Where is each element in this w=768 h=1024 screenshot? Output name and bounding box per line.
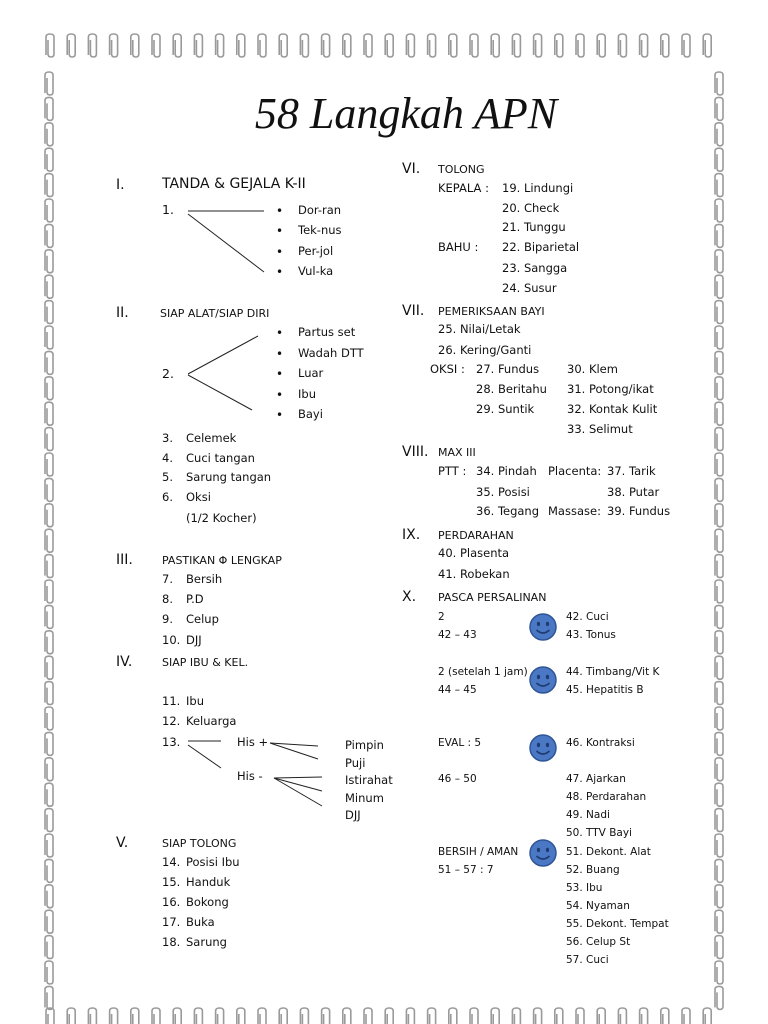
his-target: Istirahat bbox=[345, 773, 393, 787]
paperclip-icon bbox=[715, 885, 723, 908]
paperclip-icon bbox=[715, 809, 723, 832]
paperclip-icon bbox=[258, 1008, 266, 1024]
roman-numeral: IV. bbox=[116, 654, 133, 670]
paperclip-icon bbox=[428, 34, 436, 57]
step-number: 13. bbox=[162, 735, 181, 749]
step-item: 34. Pindah bbox=[476, 464, 537, 478]
bullet-item: • Tek-nus bbox=[298, 225, 342, 237]
step-label: Buka bbox=[186, 915, 215, 929]
step-item: 46. Kontraksi bbox=[566, 737, 635, 749]
paperclip-icon bbox=[322, 34, 330, 57]
step-item: 52. Buang bbox=[566, 864, 620, 876]
paperclip-icon bbox=[715, 936, 723, 959]
step-label: Keluarga bbox=[186, 714, 237, 728]
paperclip-icon bbox=[715, 605, 723, 628]
step-number: 3. bbox=[162, 431, 173, 445]
roman-numeral: III. bbox=[116, 552, 133, 568]
step-item: 55. Dekont. Tempat bbox=[566, 918, 669, 930]
step-item: 49. Nadi bbox=[566, 809, 610, 821]
paperclip-icon bbox=[364, 34, 372, 57]
section-heading: TANDA & GEJALA K-II bbox=[162, 176, 306, 192]
section-heading: TOLONG bbox=[438, 163, 485, 176]
his-target: Puji bbox=[345, 756, 366, 770]
bullet-item: • Dor-ran bbox=[298, 205, 341, 217]
paperclip-icon bbox=[715, 402, 723, 425]
paperclip-icon bbox=[715, 707, 723, 730]
paperclip-icon bbox=[428, 1008, 436, 1024]
step-item: 41. Robekan bbox=[438, 567, 510, 581]
roman-numeral: IX. bbox=[402, 527, 421, 543]
group-label: KEPALA : bbox=[438, 181, 489, 195]
roman-numeral: V. bbox=[116, 835, 129, 851]
paperclip-icon bbox=[715, 428, 723, 451]
step-item: 50. TTV Bayi bbox=[566, 827, 632, 839]
step-item: 44. Timbang/Vit K bbox=[566, 666, 660, 678]
step-label: P.D bbox=[186, 592, 204, 606]
paperclip-icon bbox=[715, 148, 723, 171]
paperclip-icon bbox=[237, 34, 245, 57]
step-item: 56. Celup St bbox=[566, 936, 631, 948]
paperclip-icon bbox=[45, 504, 53, 527]
paperclip-icon bbox=[715, 910, 723, 933]
bullet-item: • Per-jol bbox=[298, 246, 333, 258]
step-item: 54. Nyaman bbox=[566, 900, 630, 912]
paperclip-icon bbox=[406, 1008, 414, 1024]
group-label: Massase: bbox=[548, 504, 601, 518]
step-item: 53. Ibu bbox=[566, 882, 603, 894]
paperclip-icon bbox=[216, 34, 224, 57]
step-number: 9. bbox=[162, 612, 173, 626]
step-item: 33. Selimut bbox=[567, 422, 633, 436]
paperclip-icon bbox=[45, 326, 53, 349]
section-heading: PEMERIKSAAN BAYI bbox=[438, 305, 545, 318]
step-item: 32. Kontak Kulit bbox=[567, 402, 658, 416]
step-label: Celup bbox=[186, 612, 219, 626]
step-label: Ibu bbox=[186, 694, 204, 708]
step-number: 2. bbox=[162, 366, 174, 381]
section-heading: PERDARAHAN bbox=[438, 529, 514, 542]
his-target: Minum bbox=[345, 791, 384, 805]
page-title: 58 Langkah APN bbox=[254, 89, 558, 138]
step-item: 40. Plasenta bbox=[438, 546, 510, 560]
paperclip-icon bbox=[715, 834, 723, 857]
section-heading: PASCA PERSALINAN bbox=[438, 591, 547, 604]
paperclip-icon bbox=[470, 34, 478, 57]
paperclip-icon bbox=[715, 275, 723, 298]
roman-numeral: I. bbox=[116, 177, 125, 193]
paperclip-icon bbox=[45, 631, 53, 654]
paperclip-icon bbox=[173, 34, 181, 57]
paperclip-icon bbox=[715, 326, 723, 349]
paperclip-icon bbox=[512, 34, 520, 57]
paperclip-icon bbox=[45, 809, 53, 832]
paperclip-icon bbox=[715, 758, 723, 781]
paperclip-icon bbox=[618, 34, 626, 57]
paperclip-icon bbox=[715, 351, 723, 374]
paperclip-icon bbox=[715, 478, 723, 501]
section-heading: SIAP TOLONG bbox=[162, 837, 237, 850]
paperclip-icon bbox=[45, 351, 53, 374]
paperclip-icon bbox=[385, 34, 393, 57]
paperclip-icon bbox=[715, 199, 723, 222]
step-item: 31. Potong/ikat bbox=[567, 382, 654, 396]
group-left: 2 (setelah 1 jam) bbox=[438, 666, 528, 678]
paperclip-icon bbox=[67, 34, 75, 57]
step-number: 11. bbox=[162, 694, 181, 708]
paperclip-icon bbox=[322, 1008, 330, 1024]
paperclip-icon bbox=[45, 402, 53, 425]
step-number: 16. bbox=[162, 895, 181, 909]
group-left: 46 – 50 bbox=[438, 773, 477, 785]
bullet-item: • Wadah DTT bbox=[298, 348, 364, 360]
step-number: 18. bbox=[162, 935, 181, 949]
paperclip-icon bbox=[618, 1008, 626, 1024]
paperclip-icon bbox=[237, 1008, 245, 1024]
group-left: 44 – 45 bbox=[438, 684, 477, 696]
bullet-item: • Partus set bbox=[298, 327, 355, 339]
step-label: Sarung tangan bbox=[186, 470, 272, 484]
paperclip-icon bbox=[715, 682, 723, 705]
step-item: 35. Posisi bbox=[476, 485, 530, 499]
paperclip-icon bbox=[45, 555, 53, 578]
paperclip-icon bbox=[45, 275, 53, 298]
paperclip-icon bbox=[715, 555, 723, 578]
paperclip-icon bbox=[597, 34, 605, 57]
step-note: (1/2 Kocher) bbox=[186, 511, 257, 525]
paperclip-icon bbox=[216, 1008, 224, 1024]
paperclip-icon bbox=[45, 758, 53, 781]
paperclip-icon bbox=[45, 605, 53, 628]
paperclip-icon bbox=[45, 580, 53, 603]
roman-numeral: VIII. bbox=[402, 444, 429, 460]
paperclip-icon bbox=[131, 1008, 139, 1024]
step-item: 36. Tegang bbox=[476, 504, 540, 518]
paperclip-icon bbox=[661, 1008, 669, 1024]
paperclip-icon bbox=[682, 34, 690, 57]
paperclip-icon bbox=[715, 631, 723, 654]
paperclip-icon bbox=[491, 34, 499, 57]
paperclip-icon bbox=[194, 34, 202, 57]
paperclip-icon bbox=[715, 301, 723, 324]
paperclip-icon bbox=[45, 656, 53, 679]
paperclip-icon bbox=[88, 1008, 96, 1024]
step-item: 27. Fundus bbox=[476, 362, 540, 376]
paperclip-icon bbox=[364, 1008, 372, 1024]
step-number: 5. bbox=[162, 470, 173, 484]
paperclip-icon bbox=[45, 936, 53, 959]
group-left: 2 bbox=[438, 611, 445, 623]
paperclip-icon bbox=[715, 859, 723, 882]
step-item: 20. Check bbox=[502, 201, 560, 215]
step-item: 48. Perdarahan bbox=[566, 791, 647, 803]
step-item: 47. Ajarkan bbox=[566, 773, 626, 785]
paperclip-icon bbox=[45, 224, 53, 247]
paperclip-icon bbox=[555, 1008, 563, 1024]
his-minus-label: His - bbox=[237, 769, 263, 783]
section-heading: PASTIKAN Φ LENGKAP bbox=[162, 554, 282, 567]
paperclip-icon bbox=[45, 428, 53, 451]
step-number: 8. bbox=[162, 592, 173, 606]
paperclip-icon bbox=[110, 1008, 118, 1024]
paperclip-icon bbox=[46, 34, 54, 57]
section-heading: SIAP IBU & KEL. bbox=[162, 656, 249, 669]
step-label: Posisi Ibu bbox=[186, 855, 240, 869]
paperclip-icon bbox=[715, 986, 723, 1009]
paperclip-icon bbox=[555, 34, 563, 57]
paperclip-icon bbox=[385, 1008, 393, 1024]
paperclip-icon bbox=[45, 834, 53, 857]
paperclip-icon bbox=[715, 656, 723, 679]
paperclip-icon bbox=[279, 1008, 287, 1024]
paperclip-icon bbox=[45, 732, 53, 755]
paperclip-icon bbox=[194, 1008, 202, 1024]
paperclip-icon bbox=[152, 34, 160, 57]
paperclip-icon bbox=[45, 961, 53, 984]
paperclip-icon bbox=[152, 1008, 160, 1024]
paperclip-icon bbox=[470, 1008, 478, 1024]
paperclip-icon bbox=[576, 1008, 584, 1024]
step-label: Oksi bbox=[186, 490, 211, 504]
step-label: Celemek bbox=[186, 431, 237, 445]
paperclip-icon bbox=[597, 1008, 605, 1024]
step-label: Cuci tangan bbox=[186, 451, 255, 465]
paperclip-icon bbox=[534, 34, 542, 57]
paperclip-icon bbox=[45, 783, 53, 806]
paperclip-icon bbox=[45, 148, 53, 171]
paperclip-icon bbox=[703, 34, 711, 57]
step-item: 30. Klem bbox=[567, 362, 618, 376]
step-item: 19. Lindungi bbox=[502, 181, 574, 195]
group-label: BAHU : bbox=[438, 240, 479, 254]
group-left: BERSIH / AMAN bbox=[438, 846, 519, 858]
paperclip-icon bbox=[300, 34, 308, 57]
step-number: 17. bbox=[162, 915, 181, 929]
bullet-item: • Bayi bbox=[298, 409, 323, 421]
roman-numeral: VII. bbox=[402, 303, 425, 319]
paperclip-icon bbox=[715, 529, 723, 552]
paperclip-icon bbox=[45, 859, 53, 882]
group-label: Placenta: bbox=[548, 464, 602, 478]
paperclip-icon bbox=[576, 34, 584, 57]
bullet-item: • Luar bbox=[298, 368, 323, 380]
his-target: DJJ bbox=[345, 808, 361, 822]
paperclip-icon bbox=[45, 986, 53, 1009]
step-number: 4. bbox=[162, 451, 173, 465]
paperclip-icon bbox=[715, 224, 723, 247]
step-item: 51. Dekont. Alat bbox=[566, 846, 651, 858]
step-label: DJJ bbox=[186, 633, 202, 647]
bullet-item: • Vul-ka bbox=[298, 266, 333, 278]
paperclip-icon bbox=[88, 34, 96, 57]
paperclip-icon bbox=[715, 580, 723, 603]
step-number: 14. bbox=[162, 855, 181, 869]
step-item: 42. Cuci bbox=[566, 611, 609, 623]
paperclip-icon bbox=[703, 1008, 711, 1024]
paperclip-icon bbox=[715, 250, 723, 273]
step-number: 10. bbox=[162, 633, 181, 647]
paperclip-icon bbox=[279, 34, 287, 57]
group-label: PTT : bbox=[438, 464, 467, 478]
step-item: 38. Putar bbox=[607, 485, 660, 499]
paperclip-icon bbox=[715, 174, 723, 197]
step-number: 6. bbox=[162, 490, 173, 504]
group-left: EVAL : 5 bbox=[438, 737, 482, 749]
section-heading: SIAP ALAT/SIAP DIRI bbox=[160, 307, 270, 320]
paperclip-icon bbox=[45, 910, 53, 933]
paperclip-icon bbox=[661, 34, 669, 57]
paperclip-icon bbox=[45, 453, 53, 476]
paperclip-icon bbox=[45, 301, 53, 324]
step-item: 24. Susur bbox=[502, 281, 557, 295]
step-item: 22. Biparietal bbox=[502, 240, 580, 254]
his-plus-label: His + bbox=[237, 735, 269, 749]
paperclip-icon bbox=[715, 732, 723, 755]
section-heading: MAX III bbox=[438, 446, 476, 459]
step-item: 25. Nilai/Letak bbox=[438, 322, 521, 336]
paperclip-icon bbox=[45, 377, 53, 400]
step-item: 37. Tarik bbox=[607, 464, 656, 478]
paperclip-icon bbox=[45, 682, 53, 705]
step-label: Sarung bbox=[186, 935, 227, 949]
paperclip-icon bbox=[45, 707, 53, 730]
paperclip-icon bbox=[640, 34, 648, 57]
step-label: Bokong bbox=[186, 895, 229, 909]
group-label: OKSI : bbox=[430, 362, 465, 376]
paperclip-icon bbox=[491, 1008, 499, 1024]
step-item: 39. Fundus bbox=[607, 504, 671, 518]
step-item: 28. Beritahu bbox=[476, 382, 547, 396]
step-label: Handuk bbox=[186, 875, 231, 889]
step-number: 15. bbox=[162, 875, 181, 889]
bullet-item: • Ibu bbox=[298, 389, 316, 401]
step-item: 23. Sangga bbox=[502, 261, 568, 275]
paperclip-icon bbox=[45, 478, 53, 501]
paperclip-icon bbox=[449, 34, 457, 57]
paperclip-icon bbox=[715, 504, 723, 527]
his-target: Pimpin bbox=[345, 738, 384, 752]
group-left: 51 – 57 : 7 bbox=[438, 864, 494, 876]
step-number: 12. bbox=[162, 714, 181, 728]
paperclip-icon bbox=[343, 34, 351, 57]
paperclip-icon bbox=[343, 1008, 351, 1024]
step-label: Bersih bbox=[186, 572, 223, 586]
paperclip-icon bbox=[131, 34, 139, 57]
paperclip-icon bbox=[300, 1008, 308, 1024]
paperclip-icon bbox=[406, 34, 414, 57]
paperclip-icon bbox=[715, 783, 723, 806]
paperclip-icon bbox=[715, 453, 723, 476]
paperclip-icon bbox=[449, 1008, 457, 1024]
paperclip-icon bbox=[173, 1008, 181, 1024]
paperclip-icon bbox=[110, 34, 118, 57]
paperclip-icon bbox=[67, 1008, 75, 1024]
paperclip-icon bbox=[512, 1008, 520, 1024]
paperclip-icon bbox=[46, 1008, 54, 1024]
step-item: 26. Kering/Ganti bbox=[438, 343, 532, 357]
paperclip-icon bbox=[45, 174, 53, 197]
paperclip-icon bbox=[715, 377, 723, 400]
paperclip-icon bbox=[45, 885, 53, 908]
step-item: 29. Suntik bbox=[476, 402, 535, 416]
paperclip-icon bbox=[45, 250, 53, 273]
step-item: 21. Tunggu bbox=[502, 220, 566, 234]
paperclip-icon bbox=[715, 961, 723, 984]
paperclip-icon bbox=[682, 1008, 690, 1024]
roman-numeral: II. bbox=[116, 305, 129, 321]
roman-numeral: X. bbox=[402, 589, 417, 605]
paperclip-icon bbox=[45, 199, 53, 222]
step-item: 57. Cuci bbox=[566, 954, 609, 966]
paperclip-icon bbox=[258, 34, 266, 57]
step-number: 1. bbox=[162, 202, 174, 217]
paperclip-icon bbox=[640, 1008, 648, 1024]
roman-numeral: VI. bbox=[402, 161, 421, 177]
paperclip-icon bbox=[534, 1008, 542, 1024]
step-item: 43. Tonus bbox=[566, 629, 616, 641]
step-item: 45. Hepatitis B bbox=[566, 684, 644, 696]
step-number: 7. bbox=[162, 572, 173, 586]
paperclip-icon bbox=[45, 529, 53, 552]
group-left: 42 – 43 bbox=[438, 629, 477, 641]
